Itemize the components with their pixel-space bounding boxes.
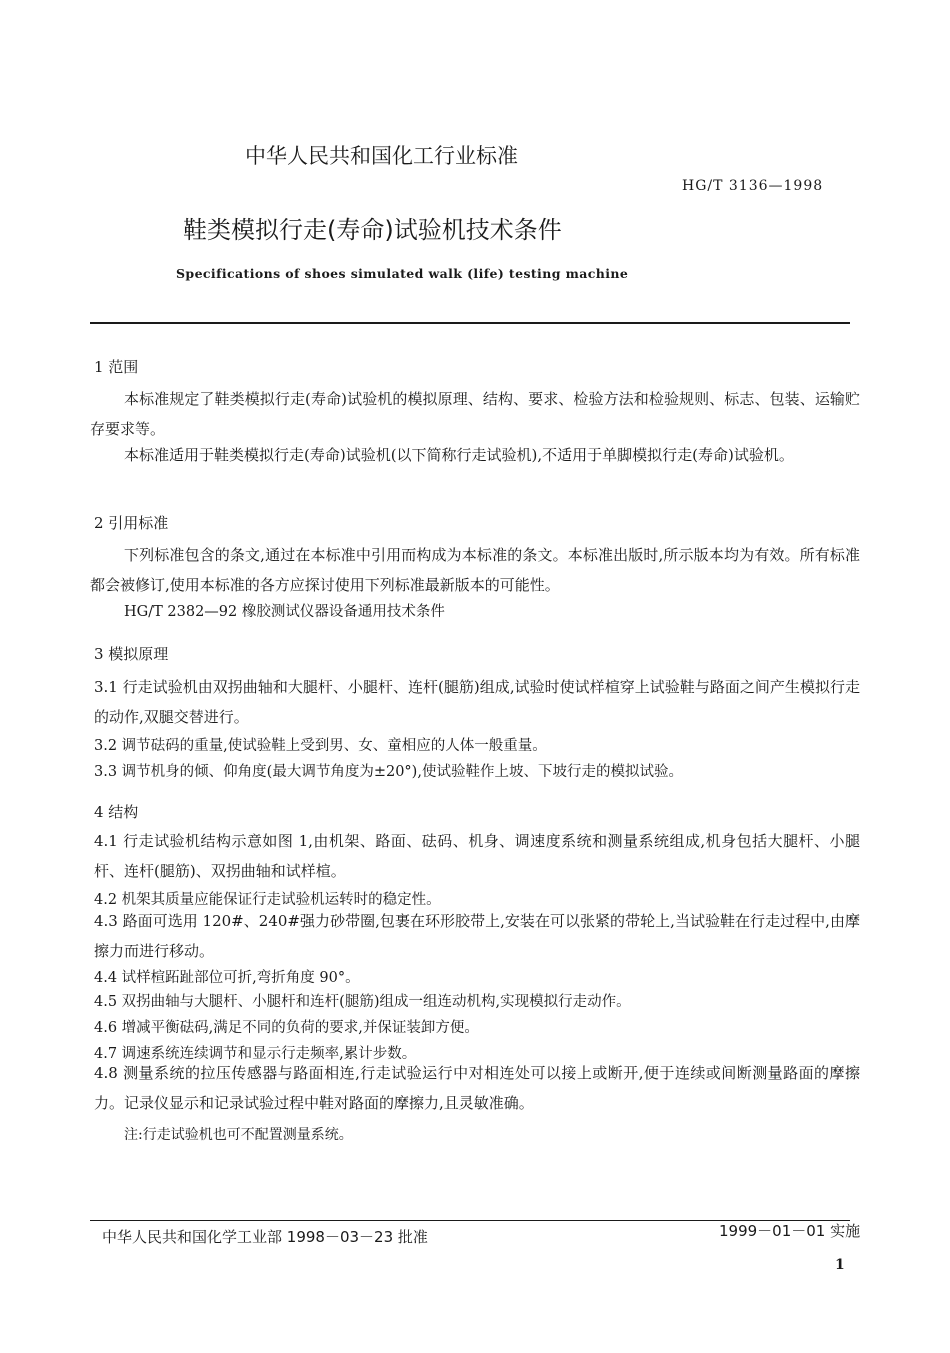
header-divider: [90, 322, 850, 324]
clause-4-1: 4.1 行走试验机结构示意如图 1,由机架、路面、砝码、机身、调速度系统和测量系统组成,机身包括大腿杆、小腿杆、连杆(腿筋)、双拐曲轴和试样楦。: [94, 832, 860, 880]
approval-line: 中华人民共和国化学工业部 1998－03－23 批准: [102, 1228, 428, 1246]
section-1-heading: 1 范围: [94, 358, 139, 376]
clause-4-5: 4.5 双拐曲轴与大腿杆、小腿杆和连杆(腿筋)组成一组连动机构,实现模拟行走动作。: [94, 994, 631, 1010]
document-title: 鞋类模拟行走(寿命)试验机技术条件: [183, 216, 562, 244]
clause-4-4: 4.4 试样楦跖趾部位可折,弯折角度 90°。: [94, 970, 360, 986]
clause-3-2: 3.2 调节砝码的重量,使试验鞋上受到男、女、童相应的人体一般重量。: [94, 738, 547, 754]
clause-4-6: 4.6 增减平衡砝码,满足不同的负荷的要求,并保证装卸方便。: [94, 1020, 479, 1036]
clause-4-8: 4.8 测量系统的拉压传感器与路面相连,行走试验运行中对相连处可以接上或断开,便于连续或间断测量路面的摩擦力。记录仪显示和记录试验过程中鞋对路面的摩擦力,且灵敏准确。: [94, 1064, 860, 1112]
standard-code: HG/T 3136—1998: [682, 178, 824, 194]
clause-3-3: 3.3 调节机身的倾、仰角度(最大调节角度为±20°),使试验鞋作上坡、下坡行走的模拟试验。: [94, 764, 683, 780]
section-2-paragraph-1: 下列标准包含的条文,通过在本标准中引用而构成为本标准的条文。本标准出版时,所示版本均为有效。所有标准都会被修订,使用本标准的各方应探讨使用下列标准最新版本的可能性。: [90, 546, 860, 594]
section-1-paragraph-1: 本标准规定了鞋类模拟行走(寿命)试验机的模拟原理、结构、要求、检验方法和检验规则、标志、包装、运输贮存要求等。: [90, 390, 860, 438]
standard-title: 中华人民共和国化工行业标准: [245, 144, 518, 168]
page-number: 1: [835, 1257, 845, 1273]
referenced-standard: HG/T 2382—92 橡胶测试仪器设备通用技术条件: [124, 604, 445, 620]
clause-4-2: 4.2 机架其质量应能保证行走试验机运转时的稳定性。: [94, 892, 441, 908]
clause-4-7: 4.7 调速系统连续调节和显示行走频率,累计步数。: [94, 1046, 417, 1062]
section-4-note: 注:行走试验机也可不配置测量系统。: [124, 1127, 353, 1143]
section-4-heading: 4 结构: [94, 803, 139, 821]
clause-3-1: 3.1 行走试验机由双拐曲轴和大腿杆、小腿杆、连杆(腿筋)组成,试验时使试样楦穿上试验鞋与路面之间产生模拟行走的动作,双腿交替进行。: [94, 678, 860, 726]
english-title: Specifications of shoes simulated walk (life) testing machine: [176, 266, 629, 281]
implementation-date: 1999－01－01 实施: [719, 1222, 861, 1240]
section-1-paragraph-2: 本标准适用于鞋类模拟行走(寿命)试验机(以下简称行走试验机),不适用于单脚模拟行走(寿命)试验机。: [124, 446, 794, 464]
clause-4-3: 4.3 路面可选用 120#、240#强力砂带圈,包裹在环形胶带上,安装在可以张紧的带轮上,当试验鞋在行走过程中,由摩擦力而进行移动。: [94, 912, 860, 960]
section-3-heading: 3 模拟原理: [94, 645, 169, 663]
section-2-heading: 2 引用标准: [94, 514, 169, 532]
